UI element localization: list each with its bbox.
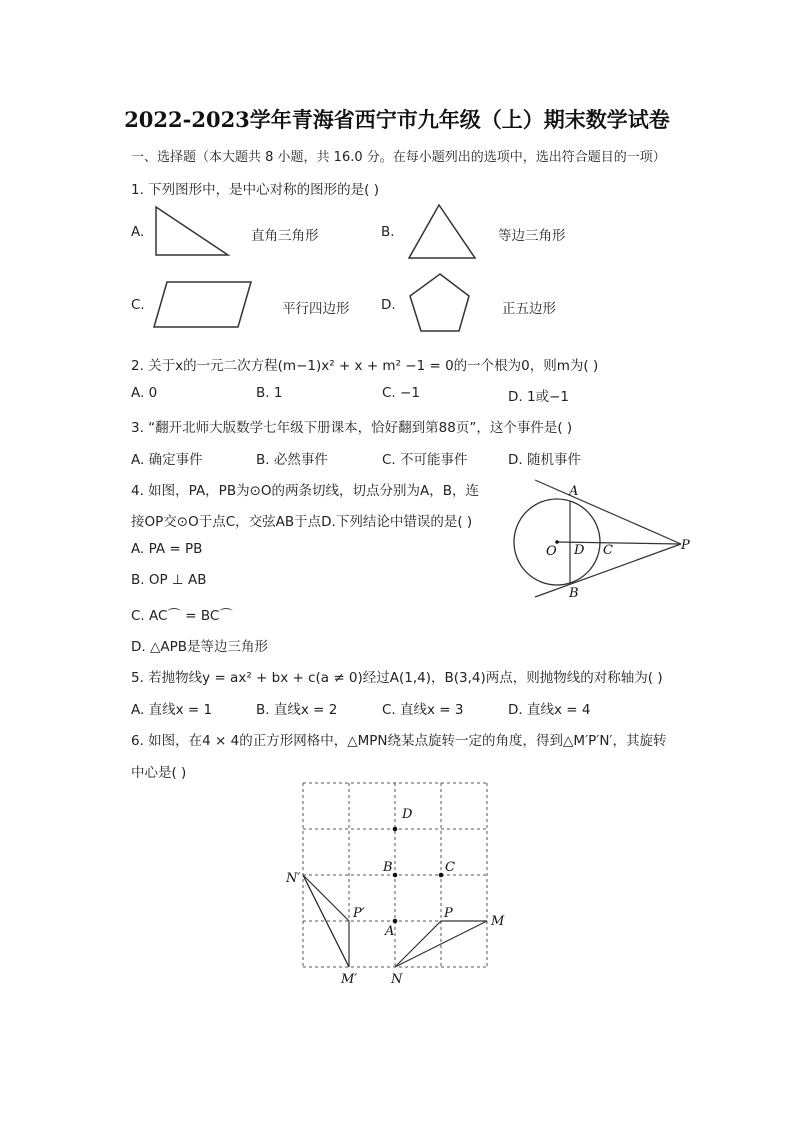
- fig6-label-a: A: [385, 924, 395, 939]
- fig4-label-a: A: [569, 484, 579, 499]
- paper-title: 2022-2023学年青海省西宁市九年级（上）期末数学试卷: [124, 107, 670, 132]
- rotation-grid-figure: [280, 772, 510, 992]
- q3-option-d: D. 随机事件: [508, 452, 581, 468]
- fig6-label-m-prime: M′: [341, 972, 358, 987]
- q2-option-b: B. 1: [256, 385, 283, 401]
- fig4-label-b: B: [569, 586, 579, 601]
- q1-option-d-letter: D.: [381, 297, 396, 313]
- fig6-label-p: P: [444, 906, 453, 921]
- question-4-stem-line1: 4. 如图，PA，PB为⊙O的两条切线，切点分别为A，B，连: [131, 483, 480, 499]
- question-5-stem: 5. 若抛物线y = ax² + bx + c(a ≠ 0)经过A(1,4)，B(3,4)两点，则抛物线的对称轴为( ): [131, 670, 663, 686]
- q2-option-c: C. −1: [382, 385, 420, 401]
- q3-option-a: A. 确定事件: [131, 452, 203, 468]
- fig6-label-n: N: [391, 972, 403, 987]
- fig4-label-p: P: [681, 538, 690, 553]
- q3-option-b: B. 必然事件: [256, 452, 328, 468]
- q5-option-d: D. 直线x = 4: [508, 702, 591, 718]
- fig6-label-m: M: [491, 914, 505, 929]
- q1-option-c-label: 平行四边形: [282, 301, 350, 317]
- q1-option-c-letter: C.: [131, 297, 145, 313]
- q1-option-d-label: 正五边形: [502, 301, 556, 317]
- fig4-label-d: D: [574, 543, 585, 558]
- equilateral-triangle-figure: [403, 201, 483, 263]
- tangent-circle-figure: [505, 475, 705, 605]
- q2-option-a: A. 0: [131, 385, 158, 401]
- fig6-label-c: C: [445, 860, 455, 875]
- question-1-stem: 1. 下列图形中，是中心对称的图形的是( ): [131, 182, 379, 198]
- fig4-label-c: C: [603, 543, 613, 558]
- fig4-label-o: O: [546, 544, 557, 559]
- question-3-stem: 3. “翻开北师大版数学七年级下册课本，恰好翻到第88页”，这个事件是( ): [131, 420, 573, 436]
- question-6-stem-line2: 中心是( ): [131, 765, 187, 781]
- question-6-stem-line1: 6. 如图，在4 × 4的正方形网格中，△MPN绕某点旋转一定的角度，得到△M′P′N′，其旋转: [131, 733, 667, 749]
- fig6-label-n-prime: N′: [286, 871, 301, 886]
- fig6-label-p-prime: P′: [353, 906, 365, 921]
- q2-option-d: D. 1或−1: [508, 389, 569, 405]
- section-heading: 一、选择题（本大题共 8 小题，共 16.0 分。在每小题列出的选项中，选出符合题目的一项）: [131, 150, 666, 165]
- right-triangle-figure: [150, 204, 234, 260]
- q5-option-b: B. 直线x = 2: [256, 702, 338, 718]
- q4-option-b: B. OP ⊥ AB: [131, 572, 207, 588]
- q4-option-d: D. △APB是等边三角形: [131, 639, 268, 655]
- q4-option-a: A. PA = PB: [131, 541, 203, 557]
- regular-pentagon-figure: [404, 270, 474, 336]
- q5-option-c: C. 直线x = 3: [382, 702, 464, 718]
- q1-option-b-label: 等边三角形: [498, 228, 566, 244]
- parallelogram-figure: [150, 278, 256, 332]
- q4-option-c: C. AC⌒ = BC⌒: [131, 608, 233, 624]
- q5-option-a: A. 直线x = 1: [131, 702, 213, 718]
- q1-option-b-letter: B.: [381, 224, 395, 240]
- fig6-label-b: B: [383, 860, 393, 875]
- q1-option-a-label: 直角三角形: [251, 228, 319, 244]
- question-2-stem: 2. 关于x的一元二次方程(m−1)x² + x + m² −1 = 0的一个根为0，则m为( ): [131, 358, 599, 374]
- question-4-stem-line2: 接OP交⊙O于点C，交弦AB于点D.下列结论中错误的是( ): [131, 514, 473, 530]
- fig6-label-d: D: [402, 807, 413, 822]
- q1-option-a-letter: A.: [131, 224, 145, 240]
- q3-option-c: C. 不可能事件: [382, 452, 468, 468]
